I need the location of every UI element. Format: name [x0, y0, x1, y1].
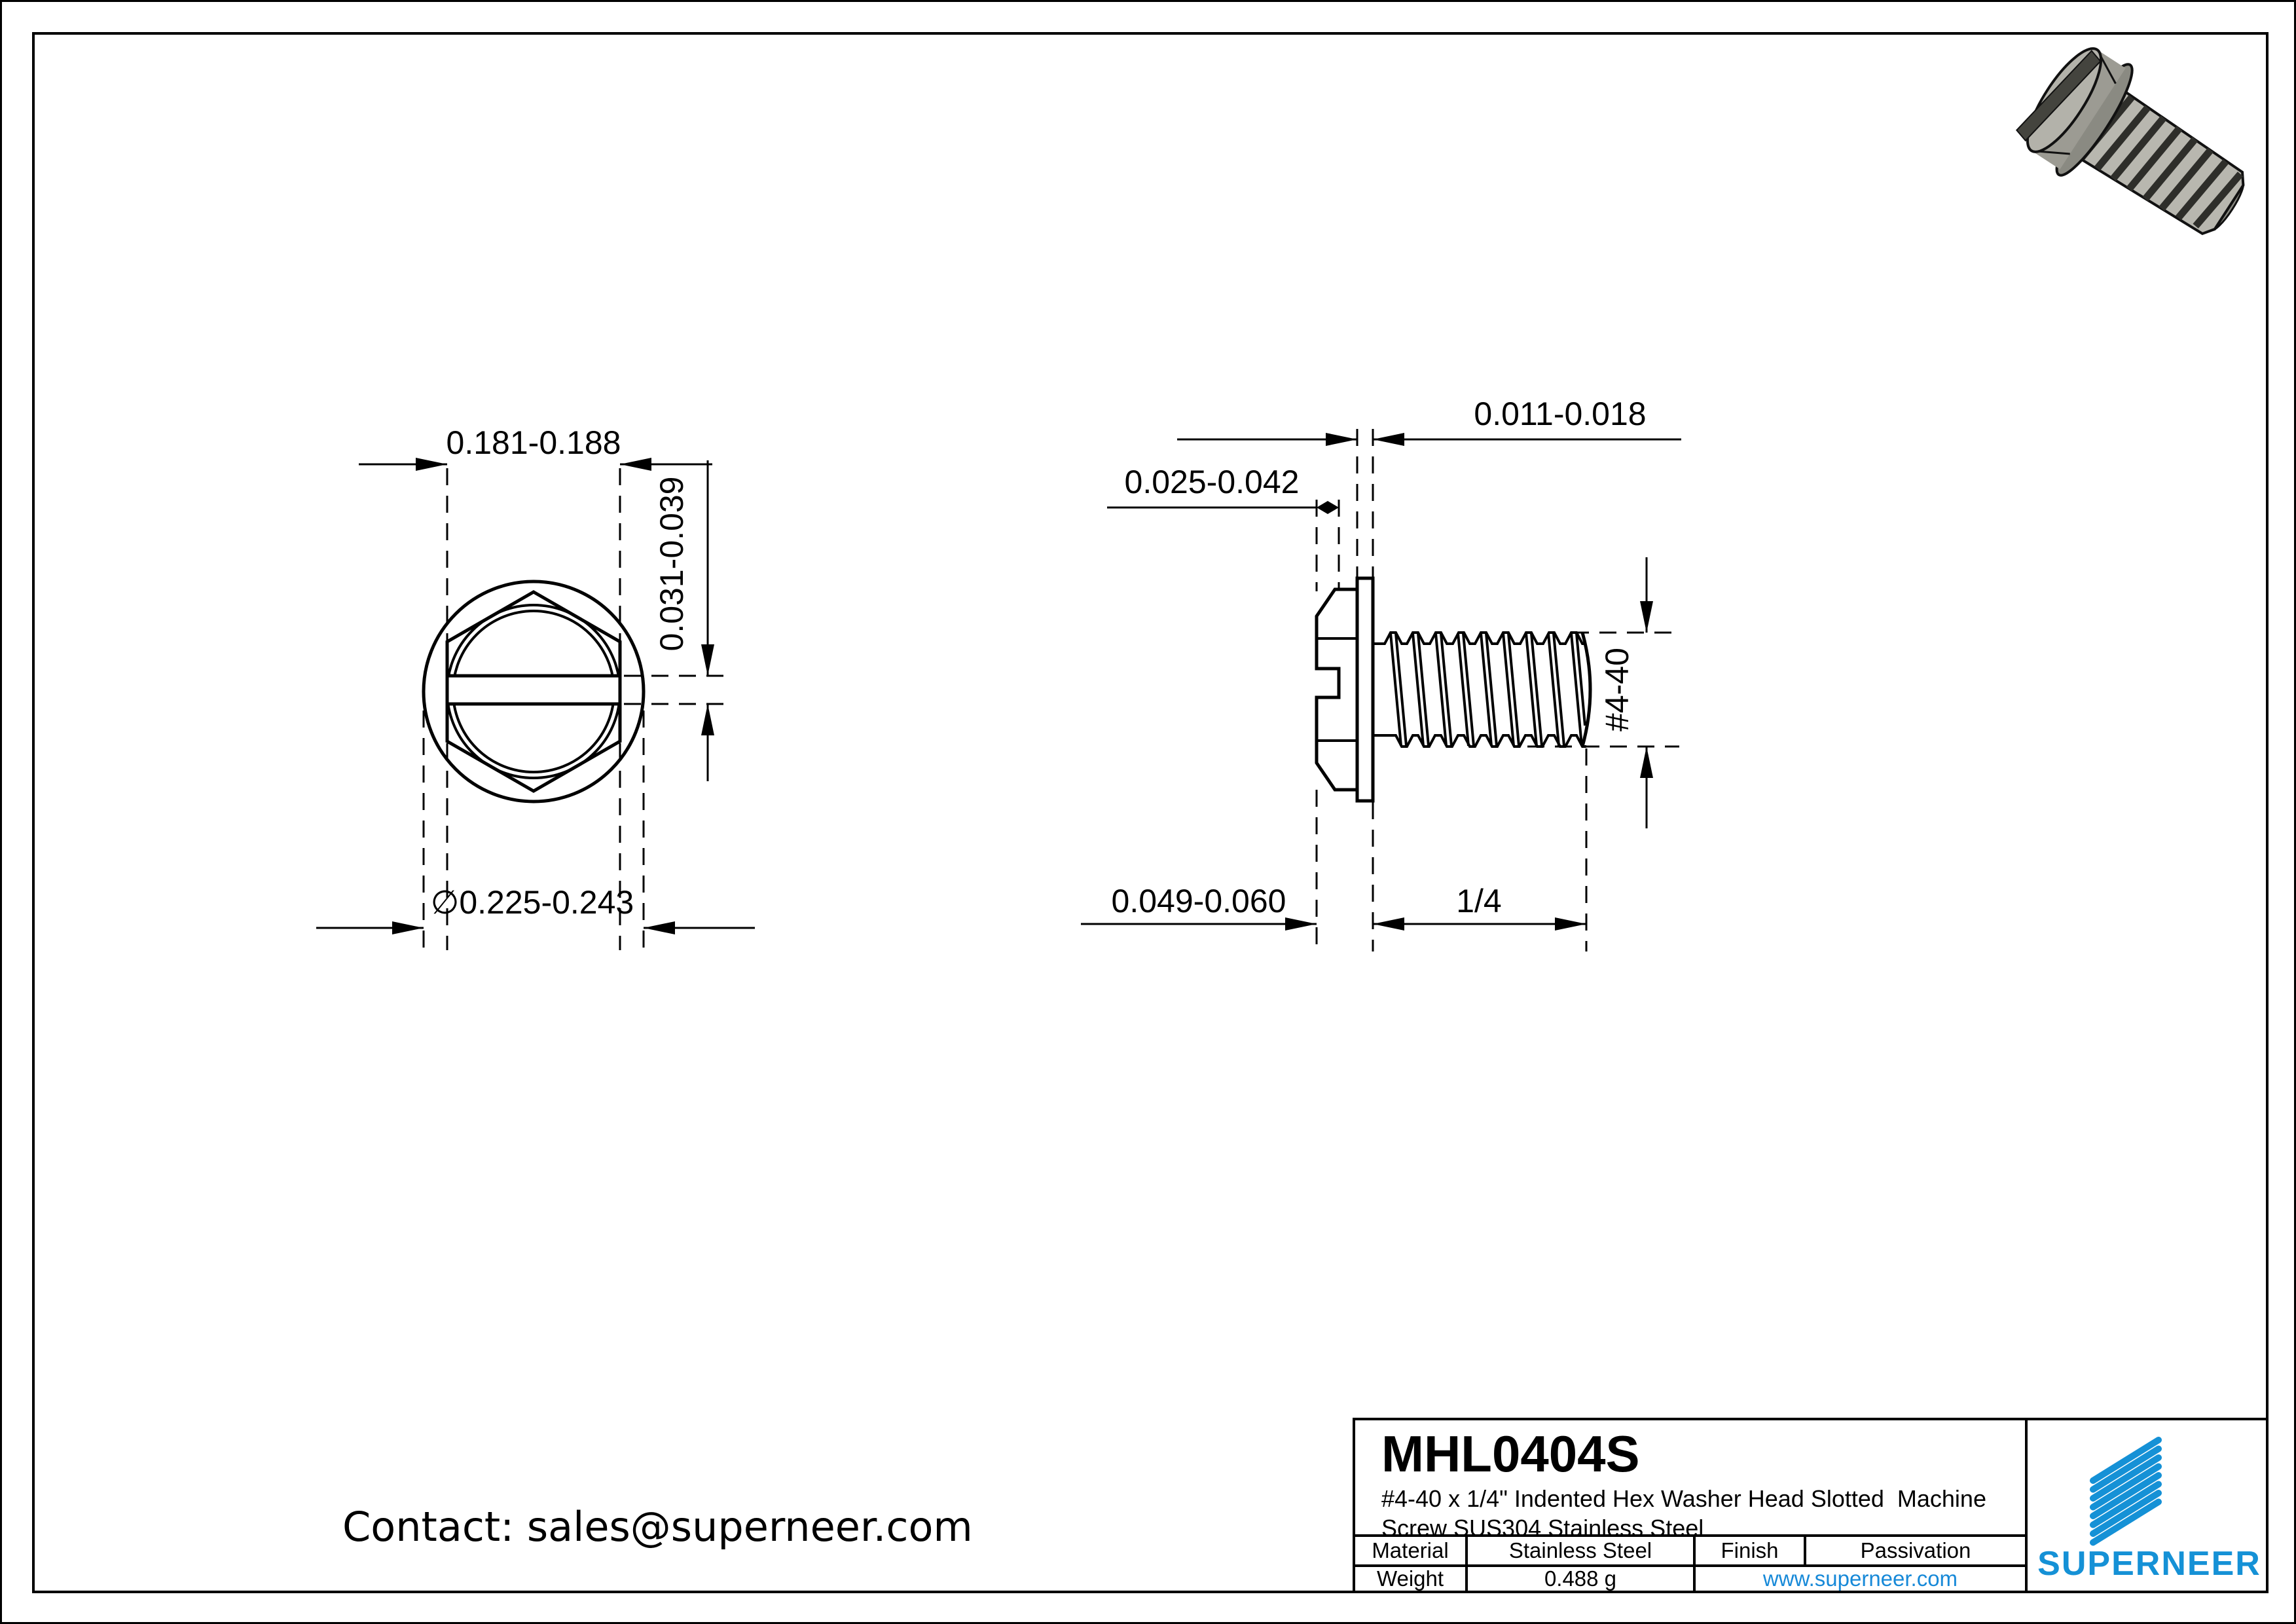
screw-3d-render [2009, 33, 2268, 265]
head-height-dim-label: 0.049-0.060 [1111, 883, 1286, 919]
slot-depth-dim-label: 0.025-0.042 [1124, 464, 1300, 500]
thread-flank-lines [1391, 633, 1585, 746]
logo-stripes-icon [2093, 1440, 2159, 1543]
weight-website-row [1355, 1567, 2025, 1591]
front-view [316, 424, 755, 950]
front-width-dim-label: 0.181-0.188 [446, 424, 621, 461]
brand-logo-cell [2028, 1420, 2266, 1591]
title-block-left [1355, 1420, 2028, 1591]
thread-length-dim-label: 1/4 [1456, 883, 1502, 919]
website-link[interactable]: www.superneer.com [1762, 1566, 1958, 1591]
front-diameter-dim-label: ∅0.225-0.243 [430, 884, 634, 921]
front-slot-dim-label: 0.031-0.039 [653, 476, 690, 652]
hex-head-side-profile [1317, 589, 1357, 790]
title-block [1353, 1418, 2269, 1593]
washer-flange-side [1357, 578, 1373, 801]
weight-label: Weight [1355, 1567, 1468, 1591]
finish-label: Finish [1696, 1537, 1806, 1564]
head-height-dimension [1081, 917, 1317, 931]
weight-value: 0.488 g [1468, 1567, 1696, 1591]
finish-value: Passivation [1860, 1538, 1971, 1562]
slot-extension-lines [624, 676, 729, 704]
side-view [1081, 396, 1681, 951]
thread-size-dimension [1640, 557, 1653, 828]
front-extension-lines [424, 468, 644, 950]
front-diameter-dimension [316, 921, 755, 934]
material-finish-row [1355, 1537, 2025, 1567]
thread-size-dim-label: #4-40 [1599, 648, 1635, 731]
material-label: Material [1355, 1537, 1468, 1564]
part-description-line2: Screw SUS304 Stainless Steel [1381, 1515, 1704, 1541]
brand-name: SUPERNEER [2037, 1545, 2261, 1583]
slot-depth-dimension [1107, 501, 1339, 514]
washer-thickness-dimension [1177, 433, 1681, 446]
front-slot-dimension [701, 460, 714, 781]
technical-drawing-canvas [2, 2, 2296, 1624]
part-description-cell [1355, 1420, 2025, 1541]
superneer-logo [2028, 1420, 2266, 1591]
washer-thickness-dim-label: 0.011-0.018 [1474, 396, 1647, 432]
slot-front [447, 676, 620, 704]
part-number: MHL0404S [1381, 1425, 1640, 1483]
thread-length-dimension [1373, 917, 1586, 931]
contact-email-text: Contact: sales@superneer.com [342, 1503, 973, 1551]
thread-end-curve [1582, 633, 1590, 747]
material-value: Stainless Steel [1468, 1537, 1696, 1564]
part-description-line1: #4-40 x 1/4" Indented Hex Washer Head Slotted Machine [1381, 1485, 1986, 1512]
